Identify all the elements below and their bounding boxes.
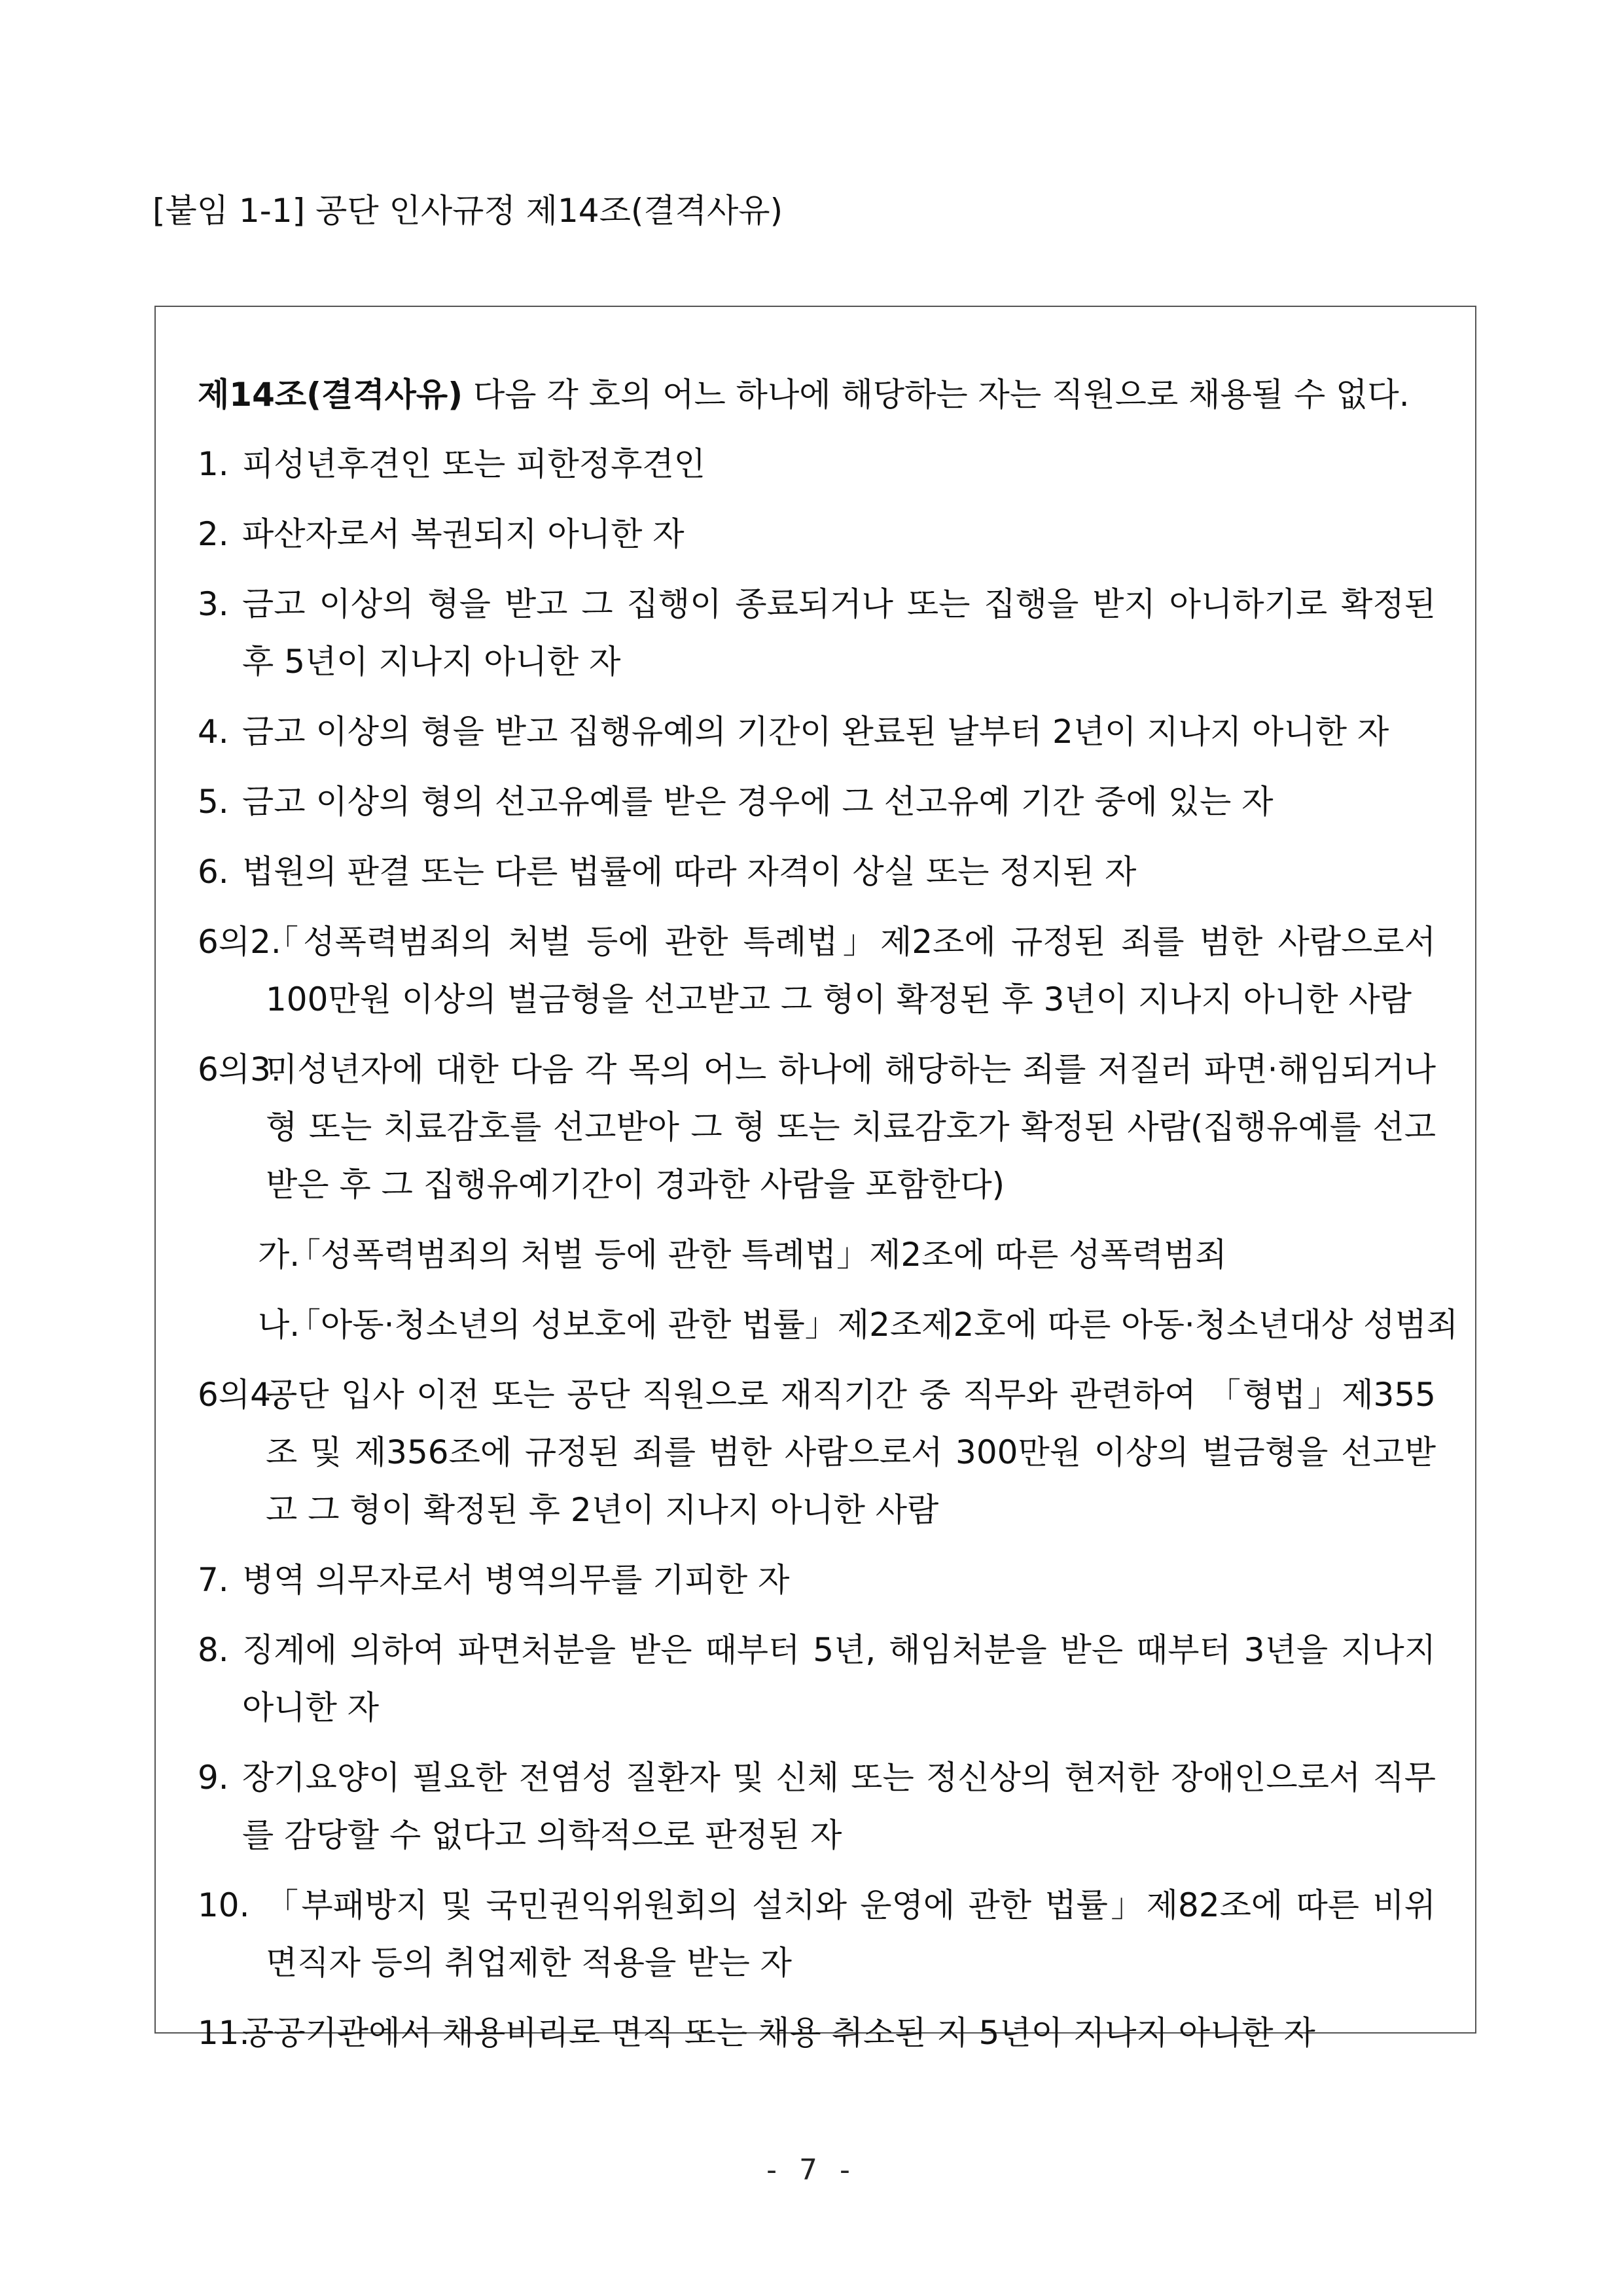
list-item — [198, 1551, 1436, 1609]
item-text: 법원의 판결 또는 다른 법률에 따라 자격이 상실 또는 정지된 자 — [242, 853, 1137, 891]
item-number: 6의2. — [198, 923, 281, 961]
sub-item-text: 「성폭력범죄의 처벌 등에 관한 특례법」제2조에 따른 성폭력범죄 — [288, 1236, 1227, 1274]
item-number: 1. — [198, 445, 229, 483]
item-number: 3. — [198, 585, 229, 623]
item-number: 5. — [198, 783, 229, 821]
sub-list-item — [258, 1296, 1459, 1354]
item-text: 파산자로서 복권되지 아니한 자 — [242, 515, 685, 553]
item-number: 4. — [198, 713, 229, 751]
item-text: 장기요양이 필요한 전염성 질환자 및 신체 또는 정신상의 현저한 장애인으로서 직무를 감당할 수 없다고 의학적으로 판정된 자 — [242, 1759, 1436, 1854]
item-text: 「부패방지 및 국민권익위원회의 설치와 운영에 관한 법률」제82조에 따른 비위면직자 등의 취업제한 적용을 받는 자 — [266, 1886, 1436, 1982]
item-number: 6. — [198, 853, 229, 891]
item-text: 병역 의무자로서 병역의무를 기피한 자 — [242, 1561, 790, 1599]
sub-list-item — [258, 1226, 1436, 1283]
item-number: 9. — [198, 1759, 229, 1797]
item-number: 8. — [198, 1631, 229, 1669]
list-item — [198, 1366, 1436, 1539]
item-text: 공공기관에서 채용비리로 면직 또는 채용 취소된 지 5년이 지나지 아니한 자 — [242, 2014, 1315, 2052]
item-number: 7. — [198, 1561, 229, 1599]
list-item — [198, 1621, 1436, 1736]
list-item — [198, 505, 1436, 563]
page-heading: [붙임 1-1] 공단 인사규정 제14조(결격사유) — [152, 192, 783, 230]
article-title-line — [198, 366, 1436, 423]
sub-item-number: 나. — [258, 1306, 300, 1344]
article-box — [154, 306, 1476, 2052]
sub-item-number: 가. — [258, 1236, 300, 1274]
article-intro: 다음 각 호의 어느 하나에 해당하는 자는 직원으로 채용될 수 없다. — [473, 376, 1410, 414]
item-text: 금고 이상의 형의 선고유예를 받은 경우에 그 선고유예 기간 중에 있는 자 — [242, 783, 1274, 821]
list-item — [198, 2004, 1436, 2062]
list-item — [198, 575, 1436, 691]
list-item — [198, 1876, 1436, 1992]
article-title: 제14조(결격사유) — [198, 376, 463, 414]
page-number: - 7 - — [766, 2153, 857, 2187]
item-number: 2. — [198, 515, 229, 553]
item-text: 피성년후견인 또는 피한정후견인 — [242, 445, 705, 483]
list-item — [198, 1041, 1436, 1213]
item-text: 금고 이상의 형을 받고 집행유예의 기간이 완료된 날부터 2년이 지나지 아니한 자 — [242, 713, 1389, 751]
item-number: 10. — [198, 1886, 250, 1924]
list-item — [198, 1749, 1436, 1864]
item-text: 금고 이상의 형을 받고 그 집행이 종료되거나 또는 집행을 받지 아니하기로 확정된 후 5년이 지나지 아니한 자 — [242, 585, 1436, 681]
list-item — [198, 703, 1436, 761]
list-item — [198, 435, 1436, 493]
item-number: 6의4. — [198, 1376, 281, 1414]
sub-item-text: 「아동·청소년의 성보호에 관한 법률」제2조제2호에 따른 아동·청소년대상 성범죄 — [288, 1306, 1459, 1344]
item-text: 「성폭력범죄의 처벌 등에 관한 특례법」제2조에 규정된 죄를 범한 사람으로서 100만원 이상의 벌금형을 선고받고 그 형이 확정된 후 3년이 지나지 아니한 사람 — [266, 923, 1436, 1018]
item-number: 11. — [198, 2014, 250, 2052]
item-text: 징계에 의하여 파면처분을 받은 때부터 5년, 해임처분을 받은 때부터 3년을 지나지 아니한 자 — [242, 1631, 1436, 1727]
item-number: 6의3. — [198, 1050, 281, 1088]
item-text: 공단 입사 이전 또는 공단 직원으로 재직기간 중 직무와 관련하여 「형법」제355조 및 제356조에 규정된 죄를 범한 사람으로서 300만원 이상의 벌금형을 선고받고 그 형이 확정된 후 2년이 지나지 아니한 사람 — [266, 1376, 1436, 1529]
item-text: 미성년자에 대한 다음 각 목의 어느 하나에 해당하는 죄를 저질러 파면·해임되거나 형 또는 치료감호를 선고받아 그 형 또는 치료감호가 확정된 사람(집행유예를 선고받은 후 그 집행유예기간이 경과한 사람을 포함한다) — [266, 1050, 1436, 1204]
list-item — [198, 913, 1436, 1028]
list-item — [198, 773, 1436, 831]
list-item — [198, 843, 1436, 901]
